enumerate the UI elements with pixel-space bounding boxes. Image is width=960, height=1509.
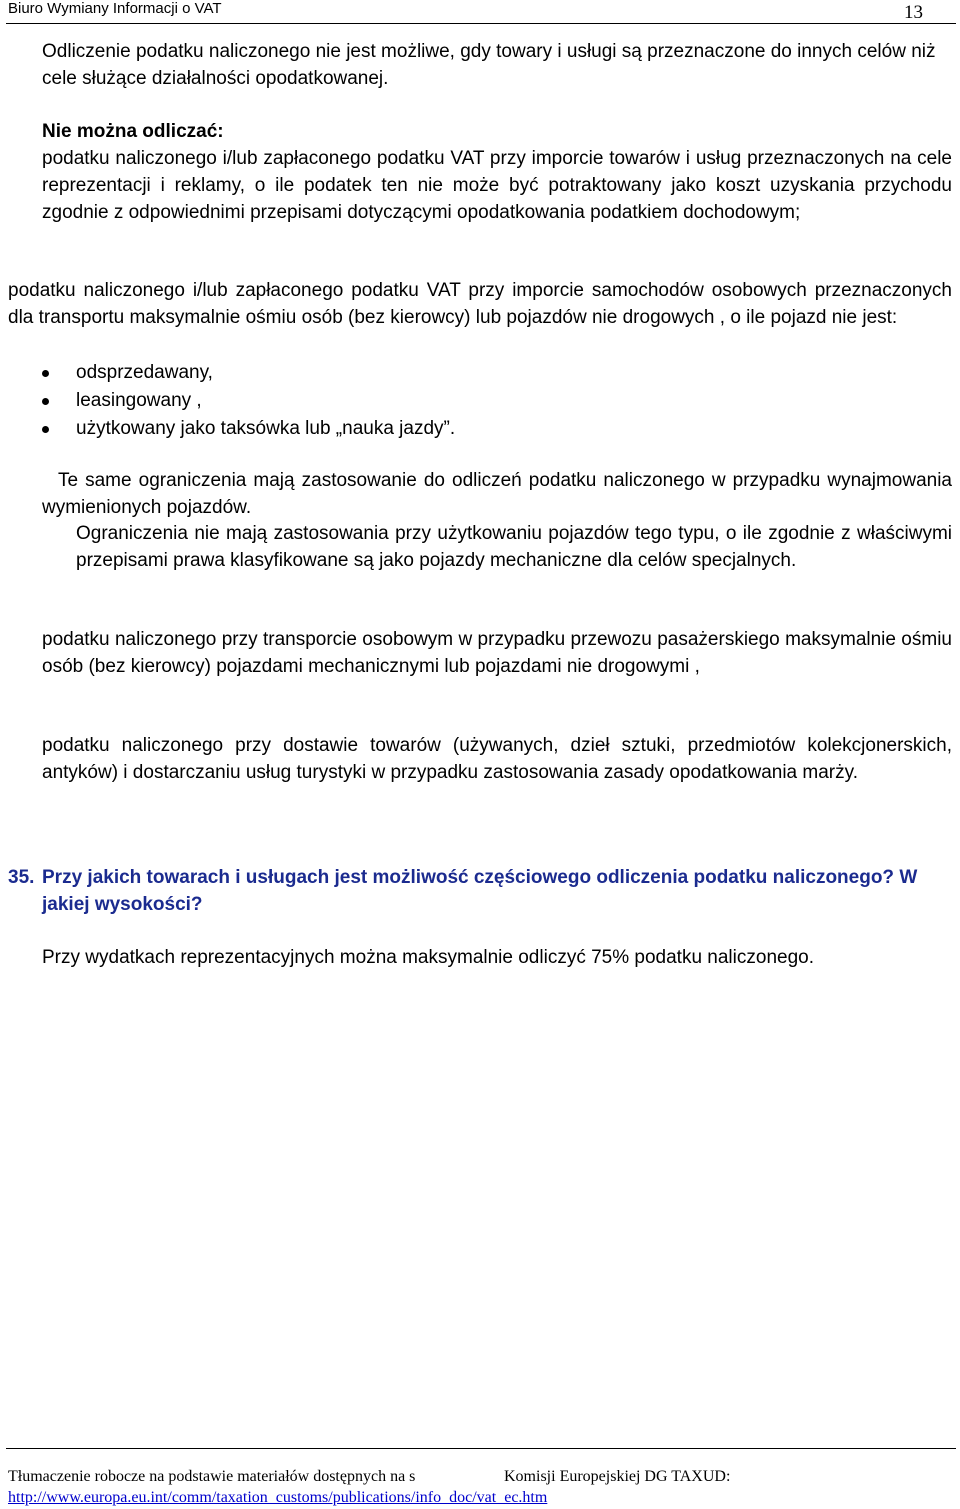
header-divider (6, 23, 956, 24)
bullet-icon (42, 398, 49, 405)
footer-link[interactable]: http://www.europa.eu.int/comm/taxation_customs/publications/info_doc/vat_ec.htm (8, 1489, 548, 1506)
footer-divider (6, 1448, 956, 1449)
paragraph-passenger-transport: podatku naliczonego przy transporcie osobowym w przypadku przewozu pasażerskiego maksymalnie ośmiu osób (bez kierowcy) pojazdami mechanicznymi lub pojazdami nie drogowymi , (42, 629, 952, 677)
paragraph-rental: Te same ograniczenia mają zastosowanie do odliczeń podatku naliczonego w przypadku wynajmowania wymienionych pojazdów. (42, 470, 952, 518)
paragraph-import-representation: podatku naliczonego i/lub zapłaconego podatku VAT przy imporcie towarów i usług przeznaczonych na cele reprezentacji i reklamy, o ile podatek ten nie może być potraktowany jako koszt uzyskania przychodu zgodnie z odpowiednimi przepisami dotyczącymi opodatkowania podatkiem dochodowym; (42, 148, 952, 223)
list-item: użytkowany jako taksówka lub „nauka jazdy”. (42, 415, 902, 443)
paragraph-import-cars: podatku naliczonego i/lub zapłaconego podatku VAT przy imporcie samochodów osobowych przeznaczonych dla transportu maksymalnie ośmiu osób (bez kierowcy) lub pojazdów nie drogowych , o ile pojazd nie jest: (8, 280, 952, 328)
footer-translation-note: Tłumaczenie robocze na podstawie materiałów dostępnych na s (8, 1468, 416, 1485)
bullet-icon (42, 370, 49, 377)
paragraph-margin-scheme: podatku naliczonego przy dostawie towarów (używanych, dzieł sztuki, przedmiotów kolekcjonerskich, antyków) i dostarczaniu usług turystyki w przypadku zastosowania zasady opodatkowania marży. (42, 735, 952, 783)
paragraph-special-vehicles: Ograniczenia nie mają zastosowania przy użytkowaniu pojazdów tego typu, o ile zgodnie z właściwymi przepisami prawa klasyfikowane są jako pojazdy mechaniczne dla celów specjalnych. (76, 523, 952, 571)
section-heading: Nie można odliczać: (42, 121, 224, 142)
bullet-icon (42, 426, 49, 433)
header-title: Biuro Wymiany Informacji o VAT (8, 0, 222, 17)
list-item: odsprzedawany, (42, 359, 902, 387)
question-number: 35. (8, 867, 35, 888)
intro-paragraph: Odliczenie podatku naliczonego nie jest możliwe, gdy towary i usługi są przeznaczone do innych celów niż cele służące działalności opodatkowanej. (42, 41, 936, 89)
page-number: 13 (904, 2, 923, 23)
list-item: leasingowany , (42, 387, 902, 415)
question-text: Przy jakich towarach i usługach jest możliwość częściowego odliczenia podatku naliczonego? W jakiej wysokości? (42, 867, 918, 915)
answer-paragraph: Przy wydatkach reprezentacyjnych można maksymalnie odliczyć 75% podatku naliczonego. (42, 947, 814, 968)
footer-source: Komisji Europejskiej DG TAXUD: (504, 1468, 731, 1485)
vehicle-use-list (42, 359, 902, 443)
